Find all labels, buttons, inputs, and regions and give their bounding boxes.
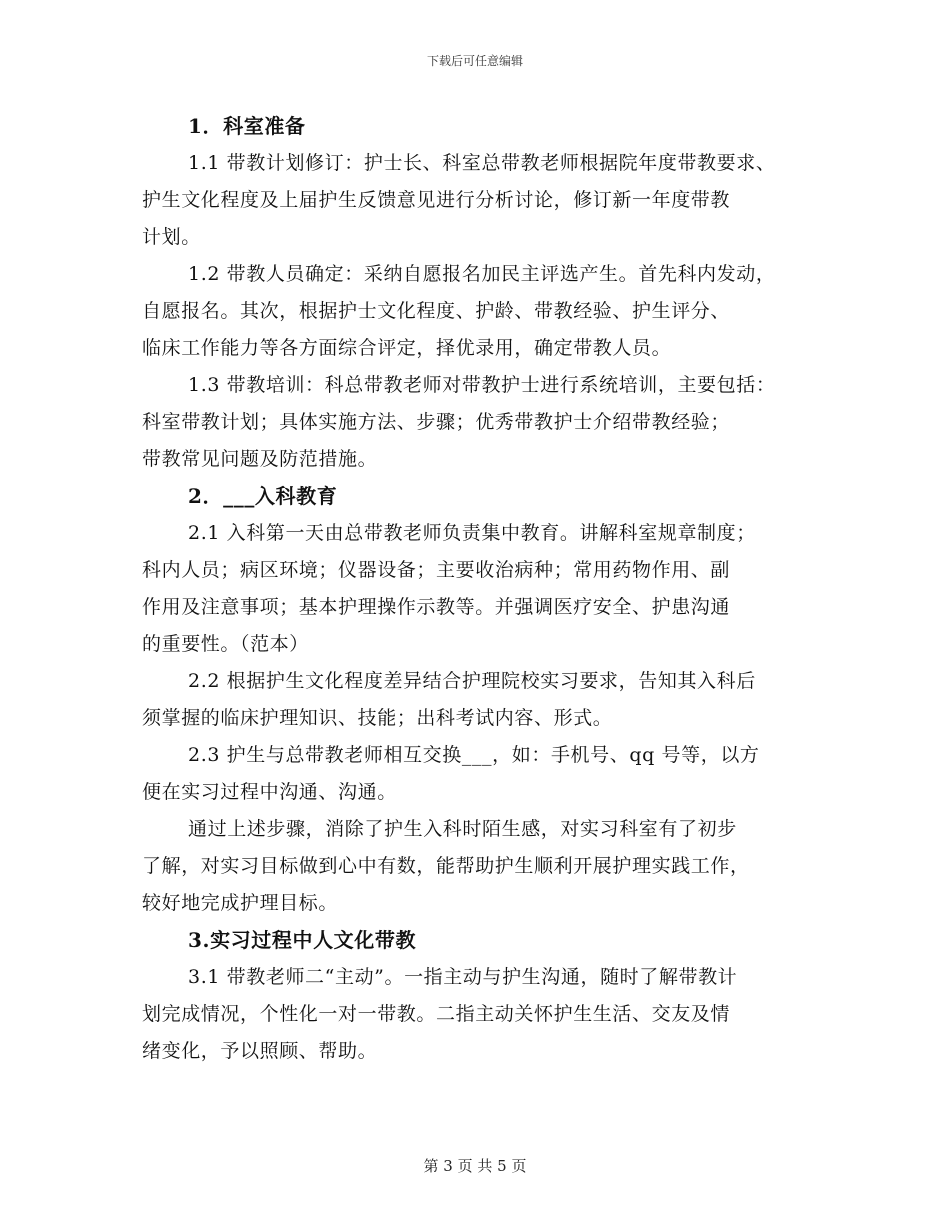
paragraph-line: 绪变化，予以照顾、帮助。: [142, 1040, 378, 1062]
paragraph-line: 科内人员；病区环境；仪器设备；主要收治病种；常用药物作用、副: [142, 559, 731, 581]
paragraph-line: 1.1 带教计划修订：护士长、科室总带教老师根据院年度带教要求、: [188, 152, 776, 174]
page-header: 下载后可任意编辑: [426, 54, 523, 68]
paragraph-line: 护生文化程度及上届护生反馈意见进行分析讨论，修订新一年度带教: [142, 189, 731, 211]
paragraph-line: 自愿报名。其次，根据护士文化程度、护龄、带教经验、护生评分、: [142, 300, 731, 322]
paragraph-line: 2.1 入科第一天由总带教老师负责集中教育。讲解科室规章制度；: [188, 522, 756, 544]
paragraph-line: 便在实习过程中沟通、沟通。: [142, 781, 397, 803]
document-body: [142, 108, 822, 1070]
paragraph-line: 带教常见问题及防范措施。: [142, 448, 378, 470]
paragraph-line: 2.3 护生与总带教老师相互交换___，如：手机号、qq 号等，以方: [188, 744, 760, 766]
paragraph-line: 临床工作能力等各方面综合评定，择优录用，确定带教人员。: [142, 337, 672, 359]
paragraph-line: 3.1 带教老师二“主动”。一指主动与护生沟通，随时了解带教计: [188, 966, 738, 988]
paragraph-line: 划完成情况，个性化一对一带教。二指主动关怀护生生活、交友及情: [142, 1003, 731, 1025]
section-heading: 1．科室准备: [188, 114, 306, 138]
section-heading: 2．___入科教育: [188, 484, 338, 508]
paragraph-line: 较好地完成护理目标。: [142, 892, 339, 914]
paragraph-line: 须掌握的临床护理知识、技能；出科考试内容、形式。: [142, 707, 613, 729]
paragraph-line: 1.3 带教培训：科总带教老师对带教护士进行系统培训，主要包括：: [188, 374, 776, 396]
page-footer: 第 3 页 共 5 页: [423, 1157, 527, 1175]
paragraph-line: 计划。: [142, 226, 201, 248]
paragraph-line: 了解，对实习目标做到心中有数，能帮助护生顺利开展护理实践工作，: [142, 855, 750, 877]
paragraph-line: 2.2 根据护生文化程度差异结合护理院校实习要求，告知其入科后: [188, 670, 756, 692]
paragraph-line: 1.2 带教人员确定：采纳自愿报名加民主评选产生。首先科内发动，: [188, 263, 776, 285]
paragraph-line: 通过上述步骤，消除了护生入科时陌生感，对实习科室有了初步: [188, 818, 737, 840]
paragraph-line: 作用及注意事项；基本护理操作示教等。并强调医疗安全、护患沟通: [142, 596, 731, 618]
paragraph-line: 科室带教计划；具体实施方法、步骤；优秀带教护士介绍带教经验；: [142, 411, 731, 433]
paragraph-line: 的重要性。（范本）: [142, 633, 309, 655]
section-heading: 3.实习过程中人文化带教: [188, 928, 417, 952]
